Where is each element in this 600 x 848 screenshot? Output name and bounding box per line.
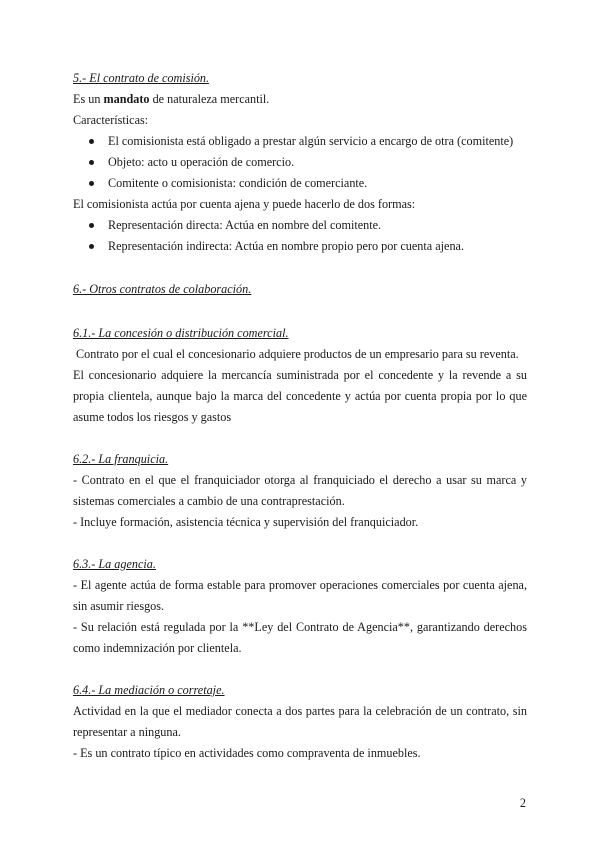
acts-label: El comisionista actúa por cuenta ajena y puede hacerlo de dos formas: xyxy=(73,197,416,211)
section-5-heading: 5.- El contrato de comisión. xyxy=(73,71,210,85)
bullet-icon xyxy=(89,181,94,186)
list-item xyxy=(73,215,527,236)
list-item xyxy=(73,152,527,173)
section-6-4-heading: 6.4.- La mediación o corretaje. xyxy=(73,683,225,697)
bullet-icon xyxy=(89,139,94,144)
intro-suffix: de naturaleza mercantil. xyxy=(149,92,270,106)
bullet-icon xyxy=(89,223,94,228)
list-item-text: El comisionista está obligado a prestar algún servicio a encargo de otra (comitente) xyxy=(108,134,514,148)
list-item-text: Representación indirecta: Actúa en nombre propio pero por cuenta ajena. xyxy=(108,239,465,253)
intro-prefix: Es un xyxy=(73,92,104,106)
section-6-4-paragraph-1: Actividad en la que el mediador conecta a dos partes para la celebración de un contrato, sin representar a ninguna. xyxy=(73,704,527,739)
list-item-text: Objeto: acto u operación de comercio. xyxy=(108,155,295,169)
section-6-heading: 6.- Otros contratos de colaboración. xyxy=(73,282,252,296)
section-6-3-paragraph-1: - El agente actúa de forma estable para promover operaciones comerciales por cuenta ajena, sin asumir riesgos. xyxy=(73,578,527,613)
bullet-icon xyxy=(89,160,94,165)
forms-list xyxy=(73,215,527,257)
page-number: 2 xyxy=(519,796,526,810)
characteristics-list xyxy=(73,131,527,194)
list-item-text: Comitente o comisionista: condición de comerciante. xyxy=(108,176,368,190)
section-6-2-paragraph-1: - Contrato en el que el franquiciador otorga al franquiciado el derecho a usar su marca y sistemas comerciales a cambio de una contraprestación. xyxy=(73,473,527,508)
section-6-1-heading: 6.1.- La concesión o distribución comercial. xyxy=(73,326,289,340)
page-content xyxy=(73,68,527,764)
section-6-3-heading: 6.3.- La agencia. xyxy=(73,557,156,571)
bullet-icon xyxy=(89,244,94,249)
characteristics-label: Características: xyxy=(73,113,149,127)
section-6-4-paragraph-2: - Es un contrato típico en actividades como compraventa de inmuebles. xyxy=(73,746,421,760)
list-item-text: Representación directa: Actúa en nombre del comitente. xyxy=(108,218,382,232)
section-5-intro xyxy=(73,89,527,110)
section-6-3-paragraph-2: - Su relación está regulada por la **Ley del Contrato de Agencia**, garantizando derechos como indemnización por clientela. xyxy=(73,620,527,655)
section-6-2-heading: 6.2.- La franquicia. xyxy=(73,452,169,466)
section-6-1-paragraph-2: El concesionario adquiere la mercancía suministrada por el concedente y la revende a su propia clientela, aunque bajo la marca del concedente y actúa por cuenta propia por lo que asume todos los riesgos y gastos xyxy=(73,368,527,424)
list-item xyxy=(73,131,527,152)
intro-bold-term: mandato xyxy=(103,92,150,106)
list-item xyxy=(73,236,527,257)
section-6-2-paragraph-2: - Incluye formación, asistencia técnica y supervisión del franquiciador. xyxy=(73,515,419,529)
list-item xyxy=(73,173,527,194)
section-6-1-paragraph-1: Contrato por el cual el concesionario adquiere productos de un empresario para su reventa. xyxy=(73,347,519,361)
